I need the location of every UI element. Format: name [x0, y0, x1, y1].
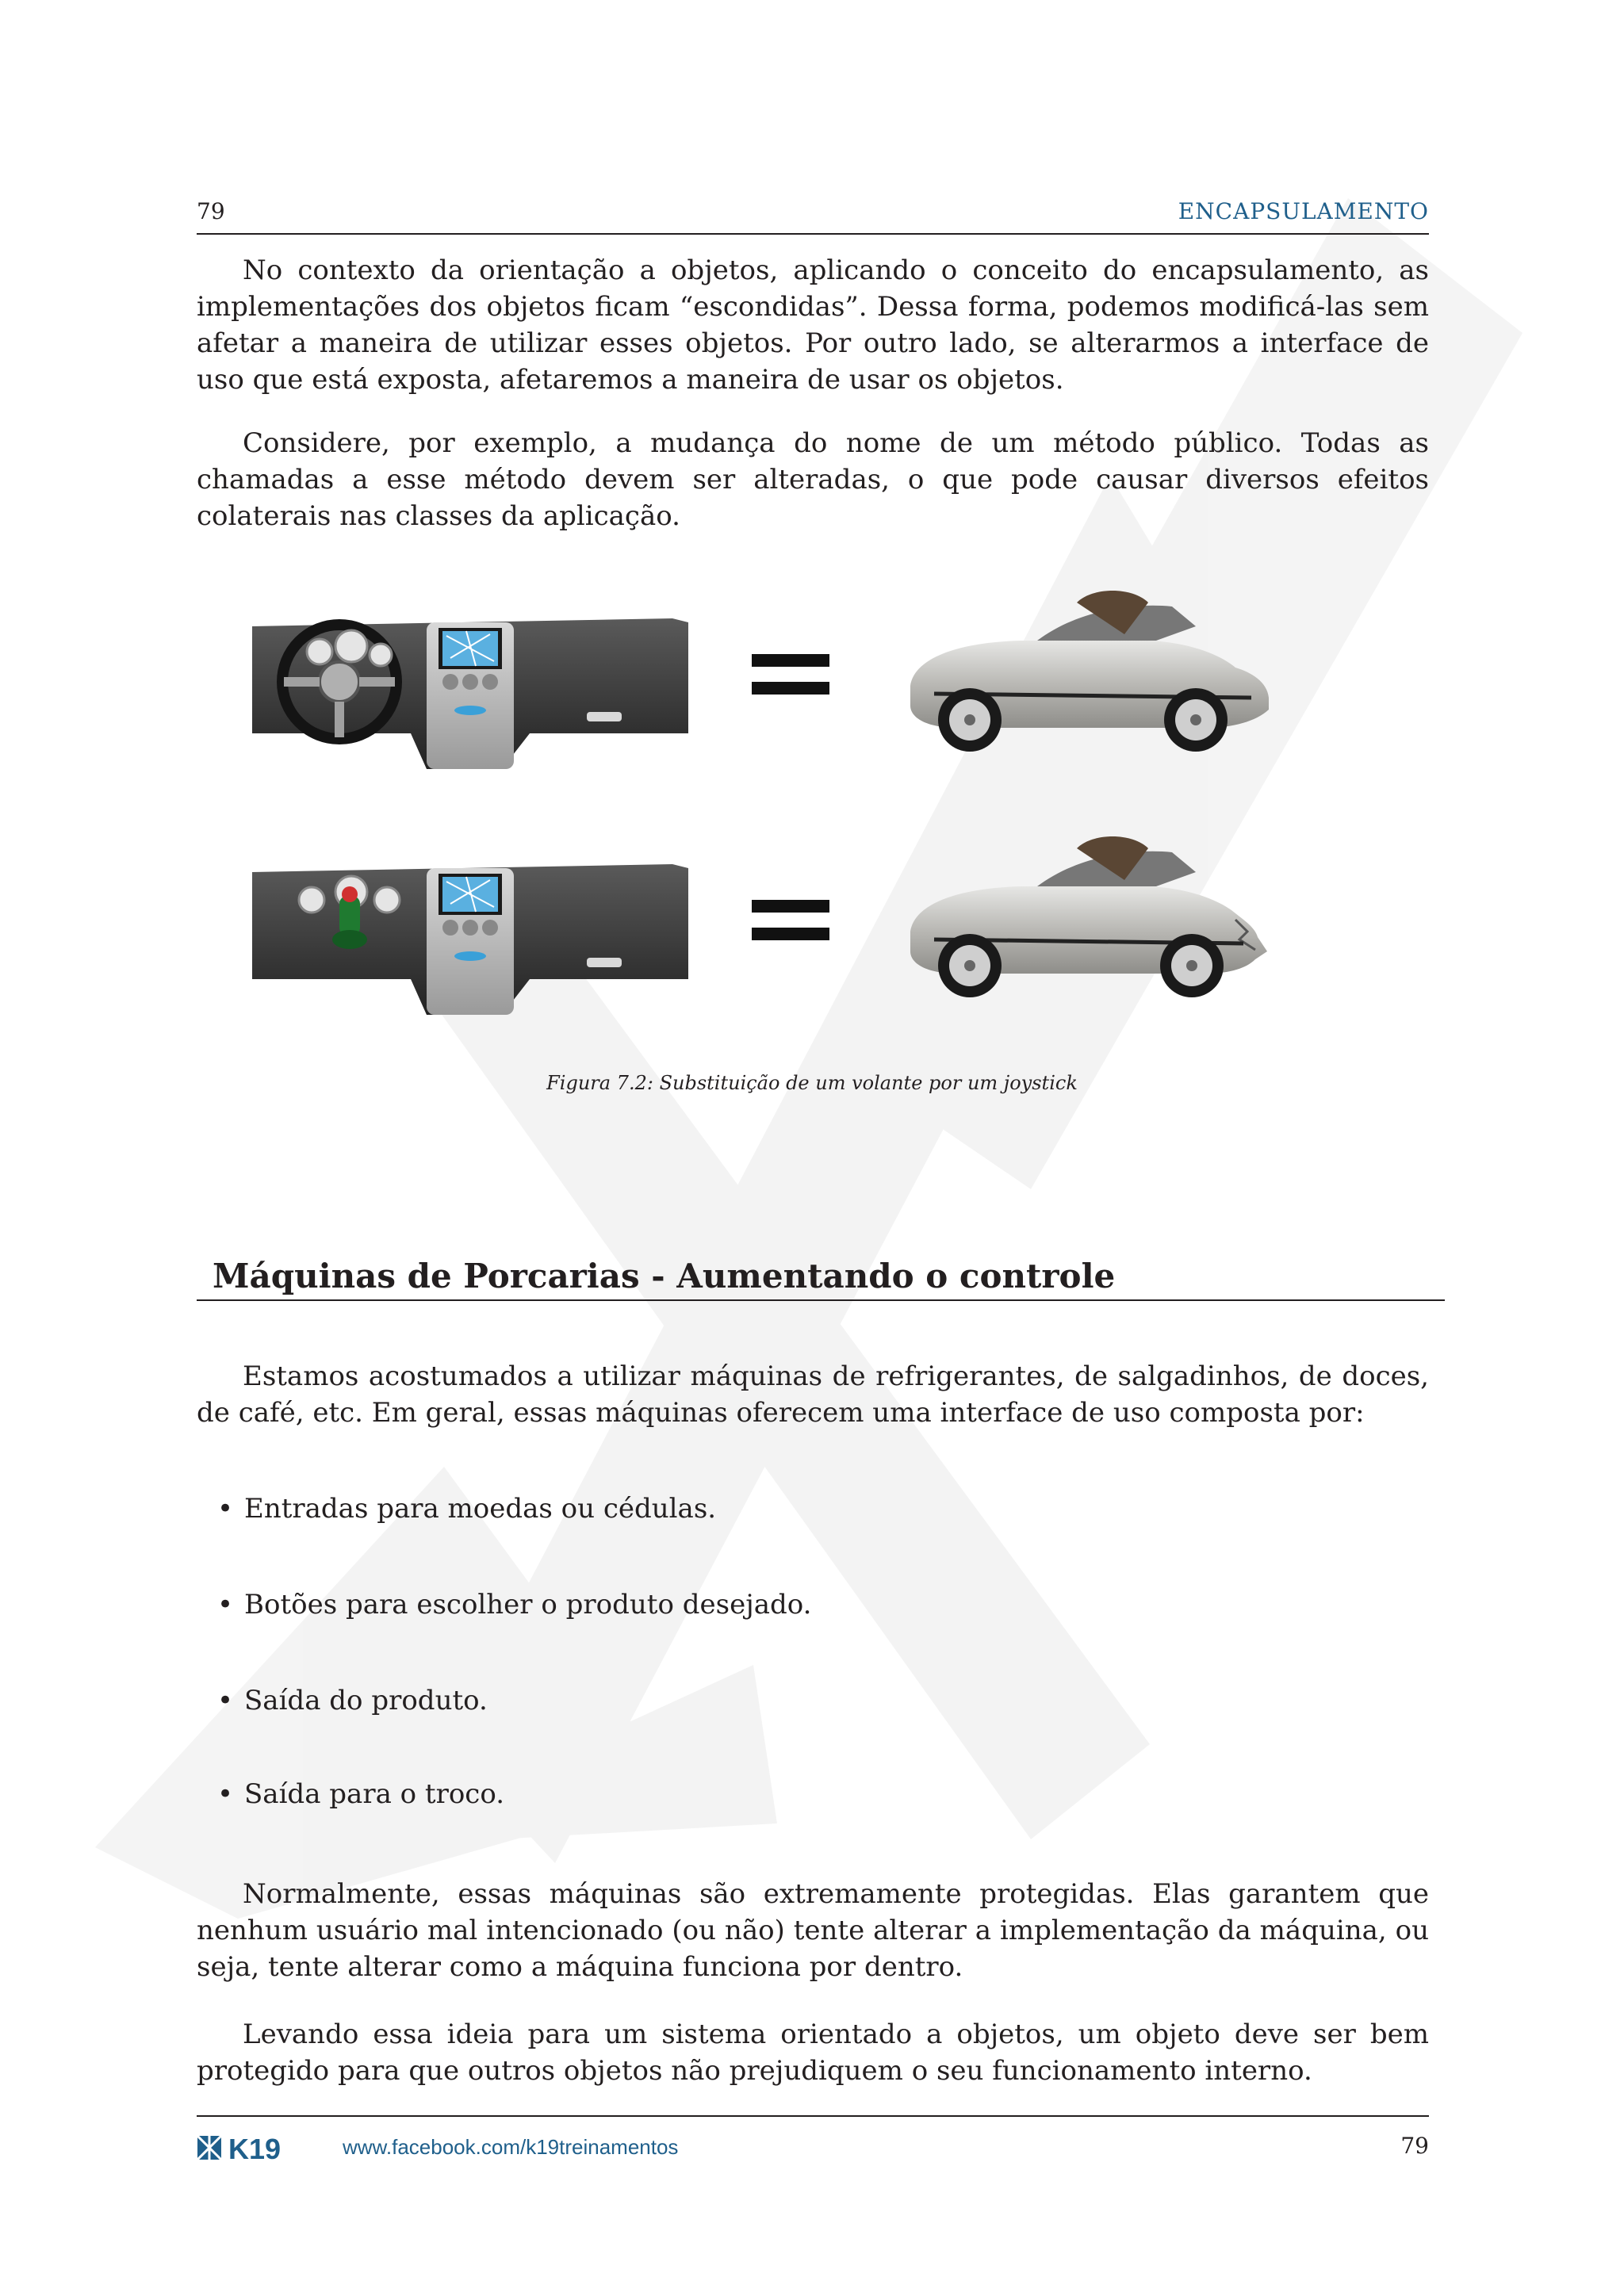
dashboard-steering-wheel-icon — [252, 618, 688, 769]
list-item: • Saída do produto. — [217, 1685, 488, 1716]
car-damaged-icon — [910, 836, 1267, 997]
header-page-number: 79 — [197, 198, 225, 224]
k19-logo — [197, 2133, 324, 2164]
logo-text: K19 — [228, 2133, 282, 2164]
list-item: • Botões para escolher o produto desejado. — [217, 1589, 812, 1621]
header-chapter-title: ENCAPSULAMENTO — [1178, 198, 1429, 224]
list-item: • Saída para o troco. — [217, 1778, 505, 1810]
figure-dashboard-cars — [197, 579, 1429, 1047]
section-title-text: Máquinas de Porcarias - Aumentando o controle — [213, 1257, 1116, 1295]
footer-divider — [197, 2115, 1429, 2117]
paragraph-protected-objects: Levando essa ideia para um sistema orientado a objetos, um objeto deve ser bem protegido para que outros objetos não prejudiquem o seu funcionamento interno. — [197, 2019, 1429, 2087]
page-header — [197, 197, 1429, 235]
paragraph-protected-machines: Normalmente, essas máquinas são extremamente protegidas. Elas garantem que nenhum usuário mal intencionado (ou não) tente alterar a implementação da máquina, ou seja, tente alterar como a máquina funciona por dentro. — [197, 1878, 1429, 1983]
section-title — [197, 1257, 1445, 1301]
footer-page-number: 79 — [1400, 2133, 1429, 2159]
equals-icon — [752, 654, 829, 695]
equals-icon — [752, 900, 829, 940]
footer-link[interactable]: www.facebook.com/k19treinamentos — [343, 2135, 679, 2159]
paragraph-encapsulation-context: No contexto da orientação a objetos, aplicando o conceito do encapsulamento, as implementações dos objetos ficam “escondidas”. Dessa forma, podemos modificá-las sem afetar a maneira de utilizar esses objetos. Por outro lado, se alterarmos a interface de uso que está exposta, afetaremos a maneira de usar os objetos. — [197, 254, 1429, 396]
list-item: • Entradas para moedas ou cédulas. — [217, 1493, 717, 1525]
car-intact-icon — [910, 591, 1269, 752]
figure-caption: Figura 7.2: Substituição de um volante por um joystick — [546, 1072, 1078, 1094]
paragraph-method-rename: Considere, por exemplo, a mudança do nome de um método público. Todas as chamadas a esse método devem ser alteradas, o que pode causar diversos efeitos colaterais nas classes da aplicação. — [197, 427, 1429, 532]
paragraph-vending-machines: Estamos acostumados a utilizar máquinas de refrigerantes, de salgadinhos, de doces, de café, etc. Em geral, essas máquinas oferecem uma interface de uso composta por: — [197, 1360, 1429, 1429]
dashboard-joystick-icon — [252, 864, 688, 1015]
